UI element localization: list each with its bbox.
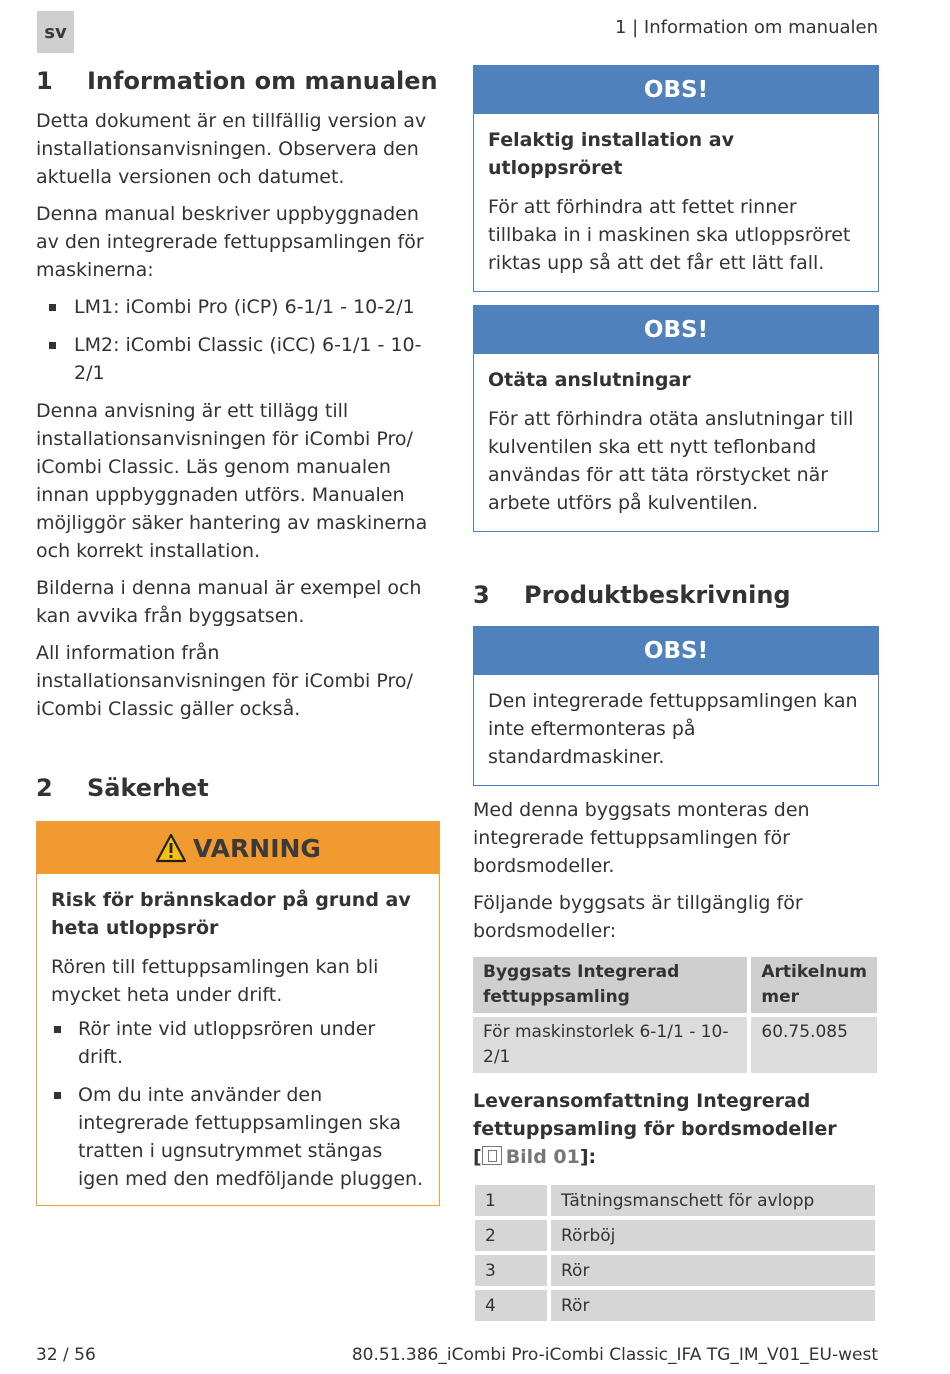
kit-table [469, 953, 881, 1077]
part-name: Rör [551, 1290, 875, 1321]
paragraph: Med denna byggsats monteras den integrerade fettuppsamlingen för bordsmodeller. [473, 799, 810, 877]
warning-triangle-icon [155, 833, 187, 863]
table-row [473, 1017, 877, 1073]
notice-box-installation [473, 65, 879, 292]
section-number: 1 [36, 67, 53, 95]
parts-table [471, 1181, 879, 1325]
warning-box [36, 821, 440, 1206]
language-badge: sv [37, 11, 74, 53]
section-title: Säkerhet [87, 774, 209, 802]
table-row [475, 1255, 875, 1286]
notice-header: OBS! [474, 306, 878, 354]
warning-title: Risk för brännskador på grund av heta utloppsrör [51, 889, 411, 939]
part-number: 4 [475, 1290, 547, 1321]
warning-text: Rören till fettuppsamlingen kan bli mycket heta under drift. [51, 956, 379, 1006]
paragraph: All information från installationsanvisningen för iCombi Pro/ iCombi Classic gäller också. [36, 642, 413, 720]
paragraph: Följande byggsats är tillgänglig för bordsmodeller: [473, 892, 803, 942]
notice-title: Felaktig installation av utloppsröret [488, 129, 734, 179]
notice-header: OBS! [474, 627, 878, 675]
figure-reference-icon [482, 1146, 502, 1165]
table-row [475, 1290, 875, 1321]
paragraph: Denna anvisning är ett tillägg till installationsanvisningen för iCombi Pro/ iCombi Classic. Läs genom manualen innan uppbyggnaden utförs. Manualen möjliggör säker hantering av maskinerna och korrekt installation. [36, 400, 428, 562]
paragraph: Denna manual beskriver uppbyggnaden av den integrerade fettuppsamlingen för maskinerna: [36, 203, 424, 281]
warning-header [37, 822, 439, 874]
warning-content [37, 874, 439, 1205]
page-number: 32 / 56 [36, 1345, 96, 1365]
part-number: 1 [475, 1185, 547, 1216]
part-name: Rörböj [551, 1220, 875, 1251]
list-item: LM2: iCombi Classic (iCC) 6-1/1 - 10-2/1 [36, 331, 440, 387]
table-cell: 60.75.085 [751, 1017, 877, 1073]
scope-title: Leveransomfattning Integrerad fettuppsamling för bordsmodeller [473, 1090, 837, 1140]
paragraph: Detta dokument är en tillfällig version av installationsanvisningen. Observera den aktuella versionen och datumet. [36, 110, 427, 188]
notice-header: OBS! [474, 66, 878, 114]
notice-text: För att förhindra att fettet rinner tillbaka in i maskinen ska utloppsröret riktas upp så att det får ett lätt fall. [488, 196, 851, 274]
paragraph: Bilderna i denna manual är exempel och kan avvika från byggsatsen. [36, 577, 422, 627]
list-item: Om du inte använder den integrerade fettuppsamlingen ska tratten i ugnsutrymmet stängas igen med den medföljande pluggen. [51, 1081, 425, 1193]
figure-ref-open: [ [473, 1146, 482, 1168]
notice-title: Otäta anslutningar [488, 369, 691, 391]
notice-content [474, 354, 878, 531]
notice-content [474, 675, 878, 785]
part-name: Tätningsmanschett för avlopp [551, 1185, 875, 1216]
part-name: Rör [551, 1255, 875, 1286]
section-number: 3 [473, 581, 490, 609]
part-number: 2 [475, 1220, 547, 1251]
machine-list [36, 293, 440, 387]
warning-list [51, 1015, 425, 1193]
notice-box-connections [473, 305, 879, 532]
notice-content [474, 114, 878, 291]
section-3-heading [473, 578, 879, 612]
section-1-heading [36, 64, 440, 98]
figure-ref-close: ]: [579, 1146, 597, 1168]
scope-heading [473, 1087, 879, 1171]
table-row [475, 1185, 875, 1216]
section-title: Produktbeskrivning [524, 581, 791, 609]
notice-box-retrofit [473, 626, 879, 786]
document-id: 80.51.386_iCombi Pro-iCombi Classic_IFA TG_IM_V01_EU-west [351, 1345, 878, 1365]
part-number: 3 [475, 1255, 547, 1286]
table-header-row [473, 957, 877, 1013]
section-number: 2 [36, 774, 53, 802]
table-row [475, 1220, 875, 1251]
section-2-heading [36, 771, 440, 805]
figure-reference-link[interactable]: Bild 01 [505, 1146, 580, 1168]
table-cell: För maskinstorlek 6-1/1 - 10-2/1 [473, 1017, 747, 1073]
list-item: LM1: iCombi Pro (iCP) 6-1/1 - 10-2/1 [36, 293, 440, 321]
column-header: Artikelnum mer [751, 957, 877, 1013]
left-column [36, 64, 440, 1206]
section-title: Information om manualen [87, 67, 438, 95]
warning-label: VARNING [193, 833, 321, 863]
running-head: 1 | Information om manualen [614, 17, 878, 38]
list-item: Rör inte vid utloppsrören under drift. [51, 1015, 425, 1071]
column-header: Byggsats Integrerad fettuppsamling [473, 957, 747, 1013]
notice-text: För att förhindra otäta anslutningar till kulventilen ska ett nytt teflonband användas för att täta rörstycket när arbete utförs på kulventilen. [488, 408, 854, 514]
notice-text: Den integrerade fettuppsamlingen kan inte eftermonteras på standardmaskiner. [488, 690, 858, 768]
right-column [473, 65, 879, 1325]
